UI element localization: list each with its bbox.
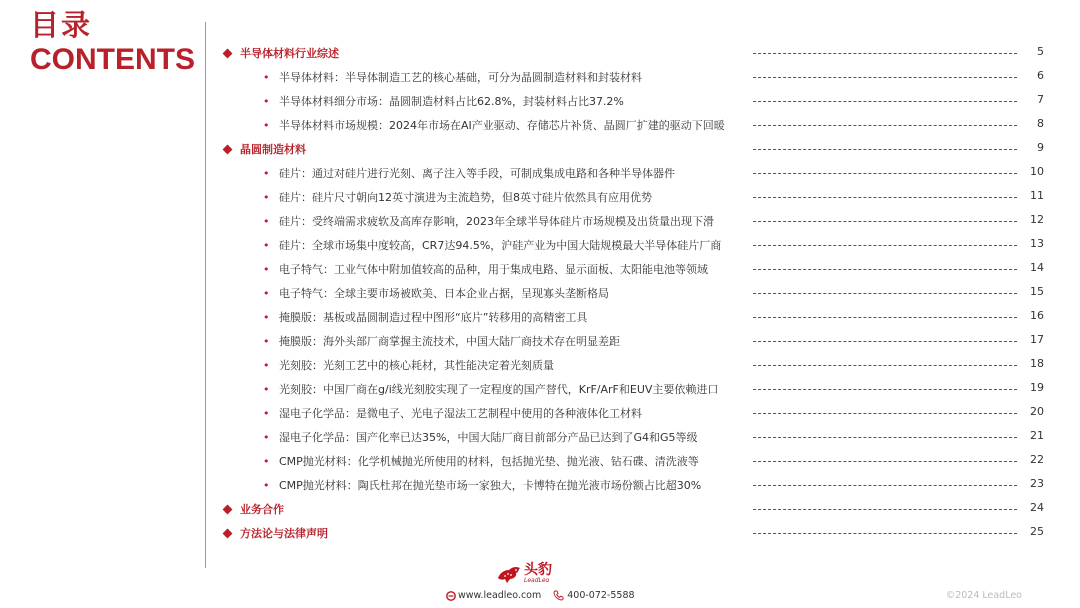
toc-item[interactable] — [222, 449, 1052, 473]
page-number: 23 — [1030, 477, 1044, 490]
toc-section[interactable] — [222, 521, 1052, 545]
dotted-leader — [753, 125, 1017, 126]
page-title-en: CONTENTS — [30, 43, 195, 76]
page-number: 10 — [1030, 165, 1044, 178]
dotted-leader — [753, 461, 1017, 462]
toc-label: 光刻胶：光刻工艺中的核心耗材，其性能决定着光刻质量 — [279, 359, 554, 372]
page-number: 6 — [1037, 69, 1044, 82]
footer-contact — [446, 590, 635, 601]
toc-item[interactable] — [222, 89, 1052, 113]
toc-label: 半导体材料市场规模：2024年市场在AI产业驱动、存储芯片补货、晶圆厂扩建的驱动下回暖 — [279, 119, 725, 132]
page-number: 16 — [1030, 309, 1044, 322]
dotted-leader — [753, 245, 1017, 246]
dotted-leader — [753, 485, 1017, 486]
dotted-leader — [753, 197, 1017, 198]
toc-item[interactable] — [222, 281, 1052, 305]
page-number: 8 — [1037, 117, 1044, 130]
dot-bullet-icon: • — [263, 454, 270, 468]
page-number: 18 — [1030, 357, 1044, 370]
page-number: 7 — [1037, 93, 1044, 106]
toc-item[interactable] — [222, 329, 1052, 353]
dot-bullet-icon: • — [263, 334, 270, 348]
toc-item[interactable] — [222, 113, 1052, 137]
dot-bullet-icon: • — [263, 406, 270, 420]
logo-text-cn: 头豹 — [524, 562, 552, 578]
dotted-leader — [753, 317, 1017, 318]
dot-bullet-icon: • — [263, 310, 270, 324]
page-number: 19 — [1030, 381, 1044, 394]
toc-label: 业务合作 — [240, 503, 284, 516]
dot-bullet-icon: • — [263, 118, 270, 132]
title-block — [30, 8, 195, 77]
toc-label: 硅片：全球市场集中度较高，CR7达94.5%，沪硅产业为中国大陆规模最大半导体硅片厂商 — [279, 239, 722, 252]
page-number: 24 — [1030, 501, 1044, 514]
dot-bullet-icon: • — [263, 262, 270, 276]
page-number: 21 — [1030, 429, 1044, 442]
dot-bullet-icon: • — [263, 478, 270, 492]
page-number: 17 — [1030, 333, 1044, 346]
page-number: 15 — [1030, 285, 1044, 298]
dotted-leader — [753, 293, 1017, 294]
logo-text-en: LeadLeo — [524, 577, 550, 584]
toc-label: 半导体材料：半导体制造工艺的核心基础，可分为晶圆制造材料和封装材料 — [279, 71, 642, 84]
dotted-leader — [753, 413, 1017, 414]
toc-label: CMP抛光材料：化学机械抛光所使用的材料，包括抛光垫、抛光液、钻石碟、清洗液等 — [279, 455, 699, 468]
dotted-leader — [753, 269, 1017, 270]
toc-item[interactable] — [222, 233, 1052, 257]
dotted-leader — [753, 53, 1017, 54]
toc-label: 电子特气：工业气体中附加值较高的品种，用于集成电路、显示面板、太阳能电池等领域 — [279, 263, 708, 276]
phone-icon — [553, 590, 564, 601]
toc-item[interactable] — [222, 377, 1052, 401]
toc-item[interactable] — [222, 425, 1052, 449]
page-number: 9 — [1037, 141, 1044, 154]
diamond-bullet-icon — [223, 504, 233, 514]
toc-label: 硅片：受终端需求疲软及高库存影响，2023年全球半导体硅片市场规模及出货量出现下滑 — [279, 215, 714, 228]
toc-item[interactable] — [222, 353, 1052, 377]
dotted-leader — [753, 341, 1017, 342]
dotted-leader — [753, 173, 1017, 174]
dotted-leader — [753, 77, 1017, 78]
dot-bullet-icon: • — [263, 286, 270, 300]
dot-bullet-icon: • — [263, 358, 270, 372]
toc-label: 光刻胶：中国厂商在g/i线光刻胶实现了一定程度的国产替代，KrF/ArF和EUV主要依赖进口 — [279, 383, 719, 396]
toc-label: 晶圆制造材料 — [240, 143, 306, 156]
toc-item[interactable] — [222, 161, 1052, 185]
toc-item[interactable] — [222, 65, 1052, 89]
page-number: 5 — [1037, 45, 1044, 58]
copyright-text: ©2024 LeadLeo — [945, 590, 1022, 601]
leopard-logo-icon — [496, 564, 522, 584]
website-link[interactable]: www.leadleo.com — [458, 590, 542, 601]
dotted-leader — [753, 365, 1017, 366]
leadleo-logo — [496, 563, 552, 584]
dot-bullet-icon: • — [263, 238, 270, 252]
page-number: 12 — [1030, 213, 1044, 226]
toc-section[interactable] — [222, 497, 1052, 521]
toc-item[interactable] — [222, 209, 1052, 233]
toc-label: 掩膜版：基板或晶圆制造过程中图形“底片”转移用的高精密工具 — [279, 311, 588, 324]
dot-bullet-icon: • — [263, 382, 270, 396]
dot-bullet-icon: • — [263, 214, 270, 228]
table-of-contents — [222, 41, 1052, 545]
dotted-leader — [753, 437, 1017, 438]
diamond-bullet-icon — [223, 528, 233, 538]
toc-item[interactable] — [222, 257, 1052, 281]
page-number: 11 — [1030, 189, 1044, 202]
page-number: 13 — [1030, 237, 1044, 250]
toc-label: 半导体材料细分市场：晶圆制造材料占比62.8%，封装材料占比37.2% — [279, 95, 624, 108]
toc-section[interactable] — [222, 41, 1052, 65]
toc-label: CMP抛光材料：陶氏杜邦在抛光垫市场一家独大，卡博特在抛光液市场份额占比超30% — [279, 479, 702, 492]
toc-label: 湿电子化学品：是微电子、光电子湿法工艺制程中使用的各种液体化工材料 — [279, 407, 642, 420]
web-icon — [446, 591, 456, 601]
dotted-leader — [753, 101, 1017, 102]
dot-bullet-icon: • — [263, 94, 270, 108]
toc-section[interactable] — [222, 137, 1052, 161]
toc-label: 硅片：硅片尺寸朝向12英寸演进为主流趋势，但8英寸硅片依然具有应用优势 — [279, 191, 652, 204]
diamond-bullet-icon — [223, 144, 233, 154]
toc-label: 方法论与法律声明 — [240, 527, 328, 540]
divider-line — [205, 22, 206, 568]
toc-label: 湿电子化学品：国产化率已达35%，中国大陆厂商目前部分产品已达到了G4和G5等级 — [279, 431, 698, 444]
toc-label: 电子特气：全球主要市场被欧美、日本企业占据，呈现寡头垄断格局 — [279, 287, 609, 300]
toc-label: 掩膜版：海外头部厂商掌握主流技术，中国大陆厂商技术存在明显差距 — [279, 335, 620, 348]
toc-label: 硅片：通过对硅片进行光刻、离子注入等手段，可制成集成电路和各种半导体器件 — [279, 167, 675, 180]
dot-bullet-icon: • — [263, 190, 270, 204]
page-title-cn: 目录 — [30, 8, 93, 42]
dotted-leader — [753, 149, 1017, 150]
dotted-leader — [753, 509, 1017, 510]
toc-item[interactable] — [222, 401, 1052, 425]
dotted-leader — [753, 533, 1017, 534]
phone-number: 400-072-5588 — [567, 590, 635, 601]
page-number: 14 — [1030, 261, 1044, 274]
toc-item[interactable] — [222, 473, 1052, 497]
toc-label: 半导体材料行业综述 — [240, 47, 339, 60]
dot-bullet-icon: • — [263, 70, 270, 84]
toc-item[interactable] — [222, 305, 1052, 329]
page-number: 25 — [1030, 525, 1044, 538]
dot-bullet-icon: • — [263, 166, 270, 180]
diamond-bullet-icon — [223, 48, 233, 58]
page-number: 20 — [1030, 405, 1044, 418]
page-number: 22 — [1030, 453, 1044, 466]
dotted-leader — [753, 221, 1017, 222]
dot-bullet-icon: • — [263, 430, 270, 444]
dotted-leader — [753, 389, 1017, 390]
toc-item[interactable] — [222, 185, 1052, 209]
